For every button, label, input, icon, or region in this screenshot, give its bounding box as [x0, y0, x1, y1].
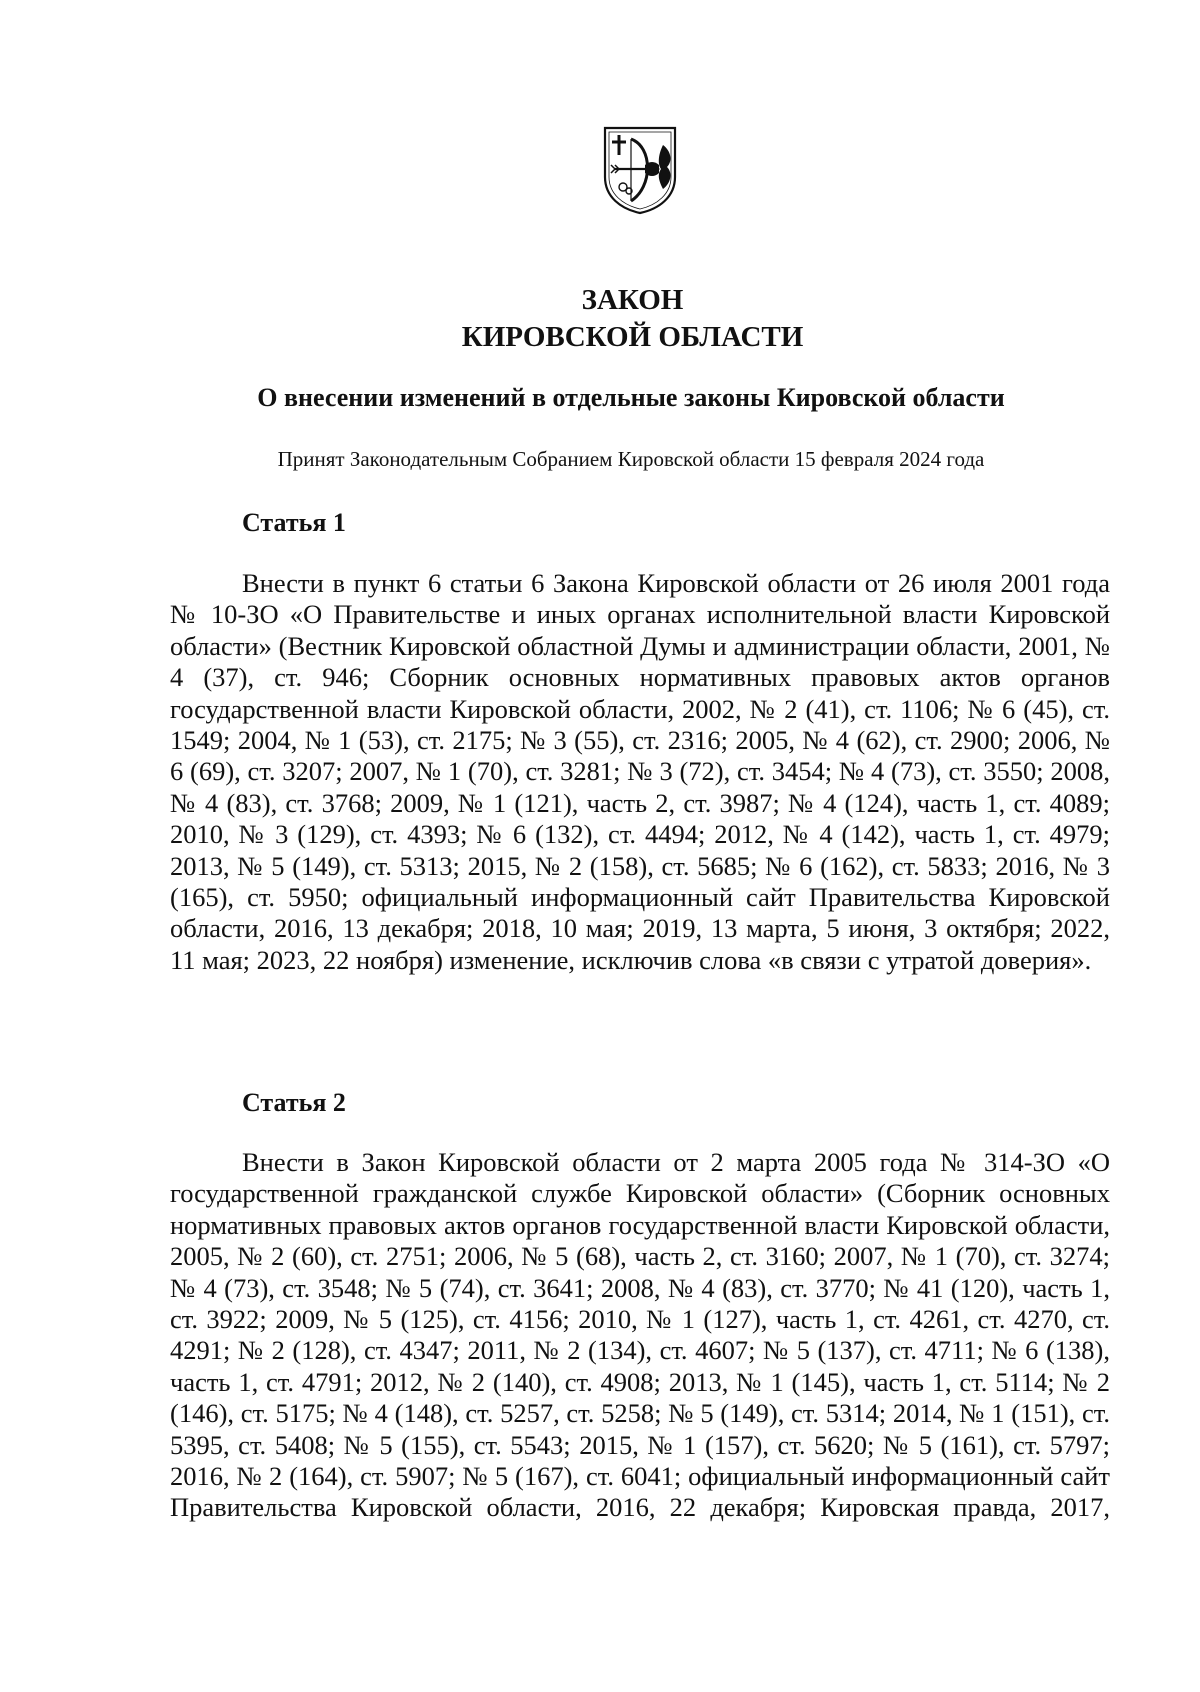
article-1-heading: Статья 1 — [242, 508, 346, 537]
document-title — [0, 282, 1200, 356]
article-2-text: Внести в Закон Кировской области от 2 марта 2005 года № 314-ЗО «О государственной гражданской службе Кировской области» (Сборник основных нормативных правовых актов органов государственной власти Кировской области, 2005, № 2 (60), ст. 2751; 2006, № 5 (68), часть 2, ст. 3160; 2007, № 1 (70), ст. 3274; № 4 (73), ст. 3548; № 5 (74), ст. 3641; 2008, № 4 (83), ст. 3770; № 41 (120), часть 1, ст. 3922; 2009, № 5 (125), ст. 4156; 2010, № 1 (127), часть 1, ст. 4261, ст. 4270, ст. 4291; № 2 (128), ст. 4347; 2011, № 2 (134), ст. 4607; № 5 (137), ст. 4711; № 6 (138), часть 1, ст. 4791; 2012, № 2 (140), ст. 4908; 2013, № 1 (145), часть 1, ст. 5114; № 2 (146), ст. 5175; № 4 (148), ст. 5257, ст. 5258; № 5 (149), ст. 5314; 2014, № 1 (151), ст. 5395, ст. 5408; № 5 (155), ст. 5543; 2015, № 1 (157), ст. 5620; № 5 (161), ст. 5797; 2016, № 2 (164), ст. 5907; № 5 (167), ст. 6041; официальный информационный сайт Правительства Кировской области, 2016, 22 декабря; Кировская правда, 2017, — [170, 1147, 1110, 1523]
adoption-note: Принят Законодательным Собранием Кировской области 15 февраля 2024 года — [277, 447, 985, 471]
document-subject: О внесении изменений в отдельные законы Кировской области — [257, 383, 1005, 412]
article-2-heading: Статья 2 — [242, 1088, 346, 1117]
title-line-2: КИРОВСКОЙ ОБЛАСТИ — [461, 321, 804, 353]
coat-of-arms-icon — [601, 125, 679, 215]
title-line-1: ЗАКОН — [581, 284, 684, 316]
article-1-text: Внести в пункт 6 статьи 6 Закона Кировской области от 26 июля 2001 года № 10-ЗО «О Правительстве и иных органах исполнительной власти Кировской области» (Вестник Кировской областной Думы и администрации области, 2001, № 4 (37), ст. 946; Сборник основных нормативных правовых актов органов государственной власти Кировской области, 2002, № 2 (41), ст. 1106; № 6 (45), ст. 1549; 2004, № 1 (53), ст. 2175; № 3 (55), ст. 2316; 2005, № 4 (62), ст. 2900; 2006, № 6 (69), ст. 3207; 2007, № 1 (70), ст. 3281; № 3 (72), ст. 3454; № 4 (73), ст. 3550; 2008, № 4 (83), ст. 3768; 2009, № 1 (121), часть 2, ст. 3987; № 4 (124), часть 1, ст. 4089; 2010, № 3 (129), ст. 4393; № 6 (132), ст. 4494; 2012, № 4 (142), часть 1, ст. 4979; 2013, № 5 (149), ст. 5313; 2015, № 2 (158), ст. 5685; № 6 (162), ст. 5833; 2016, № 3 (165), ст. 5950; официальный информационный сайт Правительства Кировской области, 2016, 13 декабря; 2018, 10 мая; 2019, 13 марта, 5 июня, 3 октября; 2022, 11 мая; 2023, 22 ноября) изменение, исключив слова «в связи с утратой доверия». — [170, 568, 1110, 975]
